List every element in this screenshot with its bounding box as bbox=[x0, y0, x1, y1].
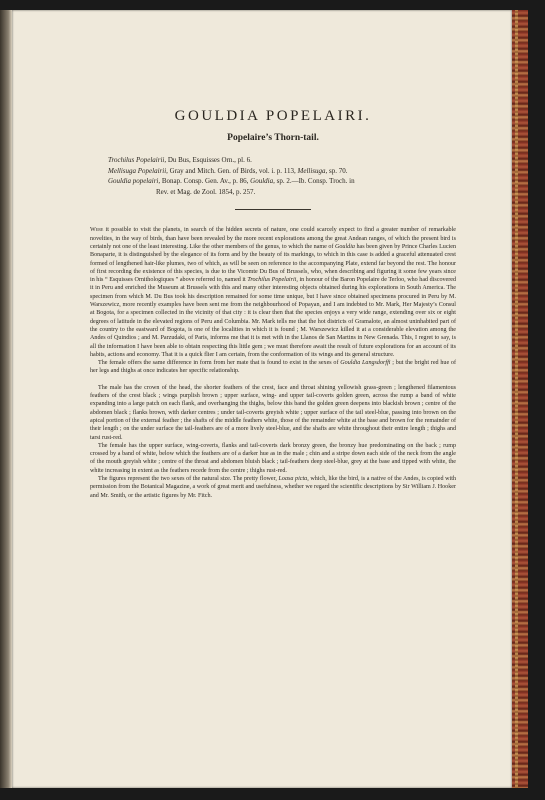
paragraph: Were it possible to visit the planets, in search of the hidden secrets of nature, one could scarcely expect to find a greater number of remarkable novelties, in the way of birds, than have been revealed by the more recent explorations among the great Andean ranges, of which the present bird is certainly not one of the least interesting. Like the other members of the genus, to which the name of Gouldia has been given by Prince Charles Lucien Bonaparte, it is distinguished by the elegance of its form and by the beauty of its markings, to which in this case is added a graceful attenuated crest formed of lengthened hair-like plumes, two of which, as will be seen on reference to the accompanying Plate, extend far beyond the rest. The honour of first recording the existence of this species, is due to the Vicomte Du Bus of Brussels, who, when describing and figuring it some few years since in his “ Esquisses Ornithologiques ” above referred to, named it Trochilus Popelairii, in honour of the Baron Popelaire de Terloo, who had discovered it in Peru and enriched the Museum at Brussels with this and many other interesting objects obtained during his explorations in South America. The specimen from which M. Du Bus took his description remained for some time unique, but I have since obtained specimens procured in Peru by M. Warszewicz, more recently examples have been sent me from the neighbourhood of Popayan, and I am indebted to Mr. Mark, Her Majesty’s Consul at Bogota, for a specimen collected in the vicinity of that city : it is clear then that the species enjoys a very wide range, extending over six or eight degrees of latitude in the elevated regions of Peru and Columbia. Mr. Mark tells me that the hot districts of Gramalote, an almost uninhabited part of the country to the eastward of Bogota, is one of the localities in which it is found ; M. Warszewicz killed it at a considerable elevation among the Andes of Quindios ; and M. Parzudaki, of Paris, informs me that it is met with in the Llanos de San Martins in New Grenada. This, I regret to say, is all the information I have been able to obtain respecting this little gem ; we must therefore await the result of future explorations for an account of its habits, actions and economy. That it is a quick flier I am certain, from the conformation of its wings and its general structure. bbox=[90, 227, 457, 358]
page-content bbox=[90, 108, 456, 500]
synonymy-line: Mellisuga Popelairii, Gray and Mitch. Gen. of Birds, vol. i. p. 113, Mellisuga, sp. 70. bbox=[108, 166, 348, 175]
paragraph: The male has the crown of the head, the shorter feathers of the crest, face and throat shining yellowish grass-green ; lengthened filamentous feathers of the crest black ; wings purplish brown ; upper surface, wing- and upper tail-coverts golden green, across the rump a band of white expanding into a large patch on each flank, and overhanging the thighs, below this band the golden green deepens into blackish brown ; centre of the abdomen black ; flanks brown, with darker centres ; under tail-coverts greyish white ; upper surface of the tail steel-blue, passing into brown on the apical portion of the external feather ; the shafts of the middle feathers white, those of the remainder white at the base and brown for the remainder of their length ; on the under surface the tail-feathers are of a more lively steel-blue, and the shafts are white throughout their entire length ; thighs and tarsi rust-red. bbox=[90, 384, 456, 441]
binding-left-edge bbox=[0, 10, 12, 788]
page-title: GOULDIA POPELAIRI. bbox=[174, 108, 372, 124]
synonymy-line: Gouldia popelairi, Bonap. Consp. Gen. Av., p. 86, Gouldia, sp. 2.—Ib. Consp. Troch. in bbox=[108, 177, 355, 186]
paragraph: The figures represent the two sexes of the natural size. The pretty flower, Loasa picta, which, like the bird, is a native of the Andes, is copied with permission from the Botanical Magazine, a work of great merit and usefulness, whether we regard the scientific descriptions by Sir William J. Hooker and Mr. Smith, or the artistic figures by Mr. Fitch. bbox=[90, 475, 457, 499]
paragraph: The female has the upper surface, wing-coverts, flanks and tail-coverts dark bronzy green, the bronzy hue predominating on the back ; rump crossed by a band of white, below which the feathers are of a darker hue as in the male ; chin and a stripe down each side of the neck from the angle of the mouth greyish white ; centre of the throat and abdomen bluish black ; tail-feathers deep steel-blue, grey at the base and tipped with white, the white increasing in extent as the feathers recede from the centre ; thighs rust-red. bbox=[90, 442, 456, 474]
body-text bbox=[90, 226, 456, 500]
paragraph: The female offers the same difference in form from her mate that is found to exist in the sexes of Gouldia Langsdorffi ; but the bright red hue of her legs and thighs at once indicates her specific relationship. bbox=[90, 360, 456, 375]
synonymy-line: Trochilus Popelairii, Du Bus, Esquisses Orn., pl. 6. bbox=[108, 156, 252, 164]
synonymy-list bbox=[108, 155, 456, 197]
synonymy-line: Rev. et Mag. de Zool. 1854, p. 257. bbox=[156, 187, 256, 196]
section-divider bbox=[235, 209, 311, 210]
page-subtitle: Popelaire’s Thorn-tail. bbox=[227, 133, 319, 143]
marbled-page-edge bbox=[512, 10, 528, 788]
